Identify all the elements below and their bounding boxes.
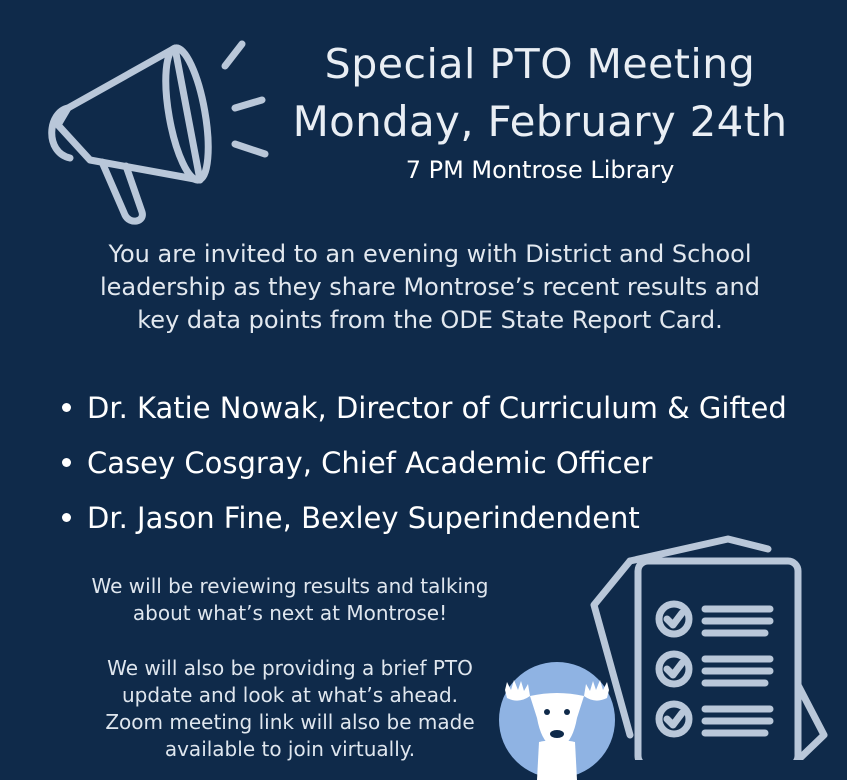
page-title: Special PTO Meeting	[324, 40, 756, 88]
bullet-icon	[62, 513, 71, 522]
intro-paragraph	[60, 238, 800, 337]
note-line: We will be reviewing results and talking	[91, 574, 489, 598]
megaphone-icon	[30, 30, 280, 230]
speaker-item	[40, 380, 787, 435]
note-pto-update	[70, 655, 510, 763]
event-date: Monday, February 24th	[292, 97, 788, 146]
note-line: We will also be providing a brief PTO	[107, 656, 473, 680]
speaker-item	[40, 435, 787, 490]
event-time-location: 7 PM Montrose Library	[405, 156, 675, 184]
note-line: update and look at what’s ahead.	[121, 683, 459, 707]
intro-line: You are invited to an evening with District and School	[108, 240, 752, 268]
intro-line: key data points from the ODE State Report Card.	[137, 306, 723, 334]
speaker-name: Dr. Jason Fine, Bexley Superindendent	[87, 500, 640, 535]
clipboard-checklist-icon	[590, 535, 847, 760]
note-reviewing-results	[70, 573, 510, 627]
speaker-list	[40, 380, 787, 545]
intro-line: leadership as they share Montrose’s recent results and	[99, 273, 761, 301]
bullet-icon	[62, 403, 71, 412]
note-line: Zoom meeting link will also be made	[105, 710, 475, 734]
note-line: about what’s next at Montrose!	[132, 601, 448, 625]
speaker-name: Casey Cosgray, Chief Academic Officer	[87, 445, 653, 480]
bullet-icon	[62, 458, 71, 467]
note-line: available to join virtually.	[164, 737, 416, 761]
speaker-name: Dr. Katie Nowak, Director of Curriculum & Gifted	[87, 390, 787, 425]
